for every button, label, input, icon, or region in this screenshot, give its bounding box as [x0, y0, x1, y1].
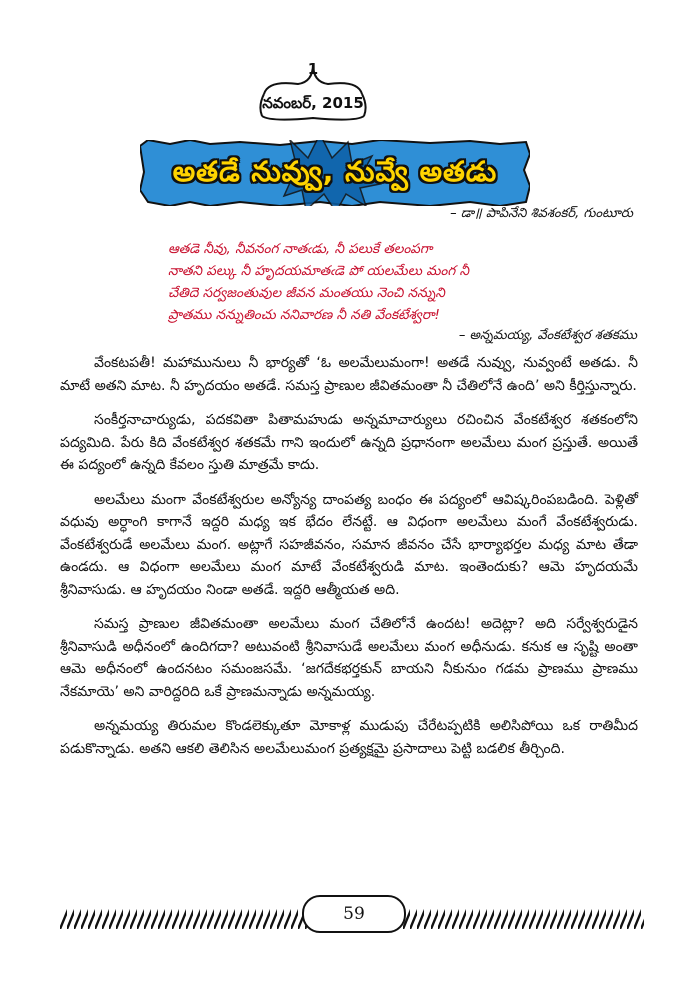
poem-line: ప్రాతము నన్నుతించు ననివారణ నీ నతి వేంకటేశ్వరా! [168, 307, 440, 323]
poem-line: నాతని పల్కు నీ హృదయమాతఁడె పో యలమేలు మంగ నీ [168, 263, 469, 279]
article-body [60, 352, 638, 772]
poem-line: ఆతడె నీవు, నీవనంగ నాతఁడు, నీ పలుకే తలంపగా [168, 241, 433, 257]
paragraph: అలమేలు మంగా వేంకటేశ్వరుల అన్యోన్య దాంపత్య బంధం ఈ పద్యంలో ఆవిష్కరింపబడింది. పెళ్లితో వధువు అర్ధాంగి కాగానే ఇద్దరి మధ్య ఇక భేదం లేనట్టే. ఆ విధంగా అలమేలు మంగే వేంకటేశ్వరుడు. వేంకటేశ్వరుడే అలమేలు మంగ. అట్లాగే సహజీవనం, సమాన జీవనం చేసే భార్యాభర్తల మధ్య మాట తేడా ఉండదు. ఆ విధంగా అలమేలు మంగ మాటే వేంకటేశ్వరుడి మాట. ఇంతెందుకు? ఆమె హృదయమే శ్రీనివాసుడు. ఆ హృదయం నిండా అతడే. ఇద్దరి ఆత్మీయత అది. [60, 491, 638, 598]
paragraph: సంకీర్తనాచార్యుడు, పదకవితా పితామహుడు అన్నమాచార్యులు రచించిన వేంకటేశ్వర శతకంలోని పద్యమిది. పేరు కిది వేంకటేశ్వర శతకమే గాని ఇందులో ఉన్నది ప్రధానంగా అలమేలు మంగ ప్రస్తుతే. అయితే ఈ పద్యంలో ఉన్నది కేవలం స్తుతి మాత్రమే కాదు. [60, 412, 638, 473]
poem [168, 238, 638, 326]
date-day: 1 [307, 60, 319, 78]
footer [60, 893, 644, 933]
paragraph: సమస్త ప్రాణుల జీవితమంతా అలమేలు మంగ చేతిలోనే ఉందట! అదెట్లా? అది సర్వేశ్వరుడైన శ్రీనివాసుడి అధీనంలో ఉందిగదా? అటువంటి శ్రీనివాసుడే అలమేలు మంగ అధీనుడు. కనుక ఆ సృష్టి అంతా ఆమె అధీనంలో ఉందనటం సమంజసమే. ‘జగదేకభర్తకున్ బాయని నీకునుం గడమ ప్రాణము ప్రాణము నేకమాయె’ అని వారిద్దరిది ఒకే ప్రాణమన్నాడు అన్నమయ్య. [60, 616, 638, 700]
title-banner [140, 140, 530, 206]
author-line: – డా॥ పాపినేని శివశంకర్, గుంటూరు [450, 206, 633, 221]
page-number: 59 [302, 895, 406, 933]
poem-source: – అన్నమయ్య, వేంకటేశ్వర శతకము [458, 328, 637, 343]
poem-line: చేతిదె సర్వజంతువుల జీవన మంతయు నెంచి నన్నుని [168, 285, 445, 301]
date-header [258, 60, 368, 124]
paragraph: వేంకటపతీ! మహామునులు నీ భార్యతో ‘ఓ అలమేలుమంగా! అతడే నువ్వు, నువ్వంటే అతడు. నీ మాటే అతని మాట. నీ హృదయం అతడే. సమస్త ప్రాణుల జీవితమంతా నీ చేతిలోనే ఉంది’ అని కీర్తిస్తున్నారు. [60, 355, 638, 394]
paragraph: అన్నమయ్య తిరుమల కొండలెక్కుతూ మోకాళ్ల ముడుపు చేరేటప్పటికి అలిసిపోయి ఒక రాతిమీద పడుకొన్నాడు. అతని ఆకలి తెలిసిన అలమేలుమంగ ప్రత్యక్షమై ప్రసాదాలు పెట్టి బడలిక తీర్చింది. [60, 718, 638, 757]
date-text: నవంబర్, 2015 [262, 94, 364, 112]
article-title: అతడే నువ్వు, నువ్వే అతడు [172, 155, 498, 188]
